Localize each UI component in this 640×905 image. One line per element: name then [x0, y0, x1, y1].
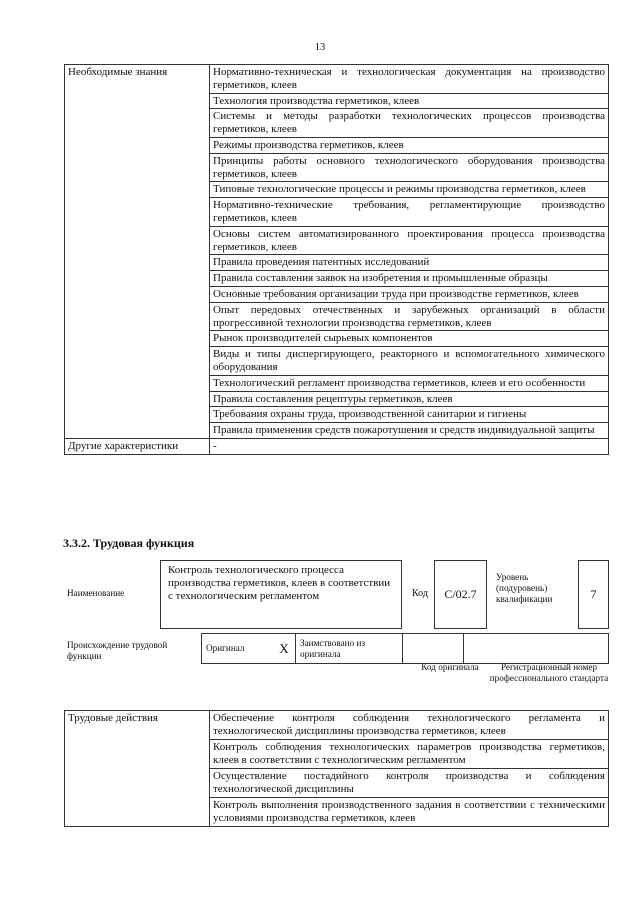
action-item: Обеспечение контроля соблюдения технологического регламента и технологической дисциплины производства герметиков, клеев: [210, 711, 609, 740]
knowledge-item: Основные требования организации труда при производстве герметиков, клеев: [210, 286, 609, 302]
knowledge-item: Основы систем автоматизированного проектирования процесса производства герметиков, клеев: [210, 226, 609, 255]
knowledge-item: Технология производства герметиков, клеев: [210, 93, 609, 109]
other-characteristics-value: -: [210, 438, 609, 454]
knowledge-item: Требования охраны труда, производственной санитарии и гигиены: [210, 407, 609, 423]
reg-number-cell: [464, 634, 609, 664]
knowledge-item: Системы и методы разработки технологических процессов производства герметиков, клеев: [210, 109, 609, 138]
function-name-box: Контроль технологического процесса производства герметиков, клеев в соответствии с технологическим регламентом: [160, 560, 402, 629]
level-box: 7: [578, 560, 609, 629]
origin-label: Происхождение трудовой функции: [67, 640, 168, 661]
code-original-label: Код оригинала: [421, 662, 479, 672]
knowledge-item: Типовые технологические процессы и режимы производства герметиков, клеев: [210, 182, 609, 198]
knowledge-item: Правила проведения патентных исследований: [210, 255, 609, 271]
origin-table: [201, 633, 609, 664]
reg-number-label: Регистрационный номер профессионального стандарта: [489, 662, 609, 683]
code-label: Код: [412, 588, 428, 599]
code-original-cell: [403, 634, 464, 664]
actions-table: [64, 710, 609, 827]
borrowed-cell: Заимствовано из оригинала: [296, 634, 403, 664]
action-item: Контроль выполнения производственного задания в соответствии с техническими условиями производства герметиков, клеев: [210, 798, 609, 827]
knowledge-item: Правила составления рецептуры герметиков, клеев: [210, 391, 609, 407]
actions-label: Трудовые действия: [65, 711, 210, 827]
page-number: 13: [314, 42, 326, 53]
knowledge-label: Необходимые знания: [65, 65, 210, 439]
knowledge-item: Виды и типы диспергирующего, реакторного и вспомогательного химического оборудования: [210, 347, 609, 376]
knowledge-item: Правила применения средств пожаротушения и средств индивидуальной защиты: [210, 423, 609, 439]
knowledge-item: Рынок производителей сырьевых компонентов: [210, 331, 609, 347]
knowledge-item: Нормативно-технические требования, регламентирующие производство герметиков, клеев: [210, 198, 609, 227]
action-item: Осуществление постадийного контроля производства и соблюдения технологической дисциплины: [210, 769, 609, 798]
knowledge-item: Правила составления заявок на изобретения и промышленные образцы: [210, 271, 609, 287]
name-label: Наименование: [67, 588, 125, 598]
knowledge-item: Нормативно-техническая и технологическая документация на производство герметиков, клеев: [210, 65, 609, 94]
level-label: Уровень (подуровень) квалификации: [496, 572, 553, 604]
original-cell: Оригинал: [202, 634, 274, 664]
knowledge-item: Технологический регламент производства герметиков, клеев и его особенности: [210, 375, 609, 391]
knowledge-item: Режимы производства герметиков, клеев: [210, 137, 609, 153]
knowledge-table: [64, 64, 609, 455]
original-mark: X: [273, 634, 296, 664]
knowledge-item: Опыт передовых отечественных и зарубежных организаций в области прогрессивной технологии производства герметиков, клеев: [210, 302, 609, 331]
other-characteristics-label: Другие характеристики: [65, 438, 210, 454]
knowledge-item: Принципы работы основного технологического оборудования производства герметиков, клеев: [210, 153, 609, 182]
function-code-box: C/02.7: [434, 560, 487, 629]
section-title: 3.3.2. Трудовая функция: [63, 536, 195, 550]
action-item: Контроль соблюдения технологических параметров производства герметиков, клеев в соответствии с технологическим регламентом: [210, 740, 609, 769]
